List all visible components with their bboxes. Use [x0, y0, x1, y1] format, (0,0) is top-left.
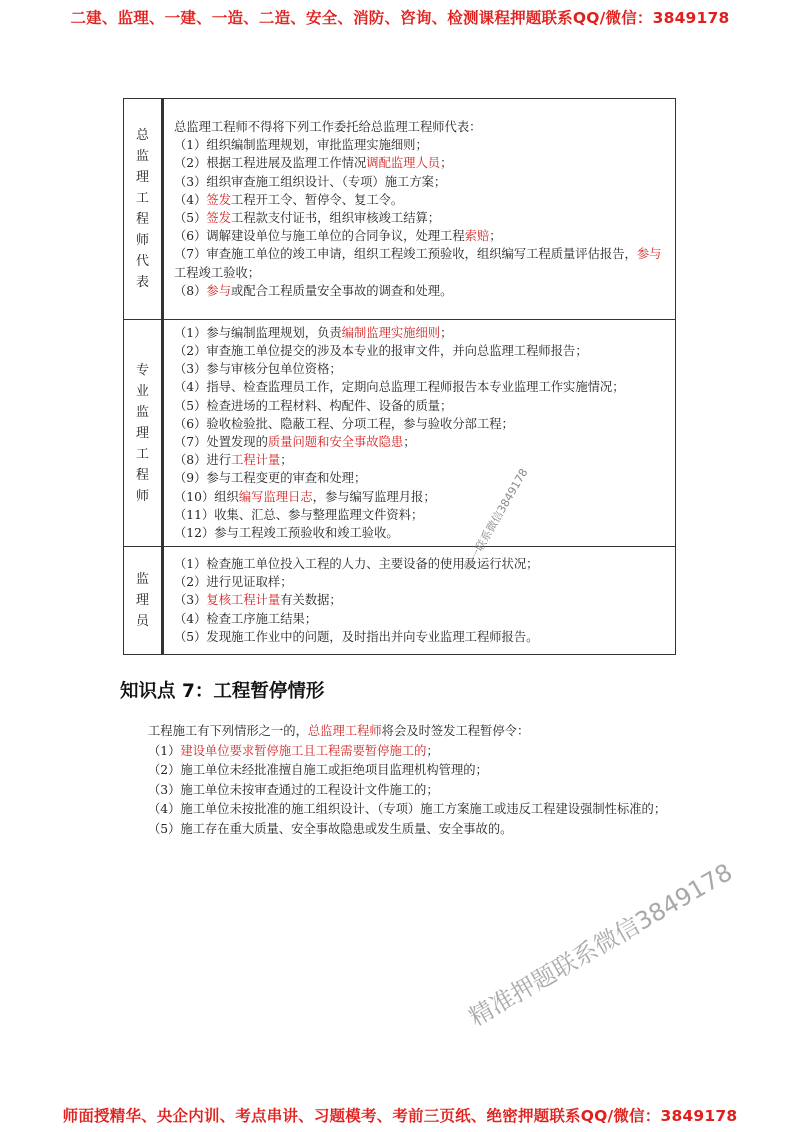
text-segment: ；: [403, 435, 416, 449]
role-char: 业: [135, 383, 149, 399]
duty-line: [174, 378, 671, 396]
text-segment: 工程竣工验收；: [174, 265, 261, 280]
role-char: 理: [135, 425, 149, 441]
text-segment: （3）: [174, 593, 207, 608]
text-segment: 工程款支付证书，组织审核竣工结算；: [231, 211, 441, 225]
text-segment: 或配合工程质量安全事故的调查和处理。: [231, 283, 453, 298]
duty-line: [174, 488, 671, 506]
text-segment: （3）参与审核分包单位资格；: [174, 362, 342, 377]
text-segment: （8）: [174, 283, 207, 298]
duty-line: [174, 469, 671, 487]
text-segment: （6）调解建设单位与施工单位的合同争议，处理工程: [174, 229, 465, 244]
highlight-text: 调配监理人员: [366, 156, 441, 171]
text-segment: （11）收集、汇总、参与整理监理文件资料；: [174, 507, 424, 522]
duty-line: [174, 173, 671, 191]
text-segment: （1）: [148, 743, 181, 758]
list-item: [120, 781, 690, 801]
role-cell: [124, 320, 163, 547]
list-item: [120, 761, 690, 781]
duty-line: [174, 591, 671, 609]
duty-line: [174, 118, 671, 136]
text-segment: 工程施工有下列情形之一的，: [148, 724, 308, 738]
text-segment: （5）检查进场的工程材料、构配件、设备的质量；: [174, 398, 453, 413]
duty-line: [174, 433, 671, 451]
text-segment: （2）审查施工单位提交的涉及本专业的报审文件，并向总监理工程师报告；: [174, 343, 588, 358]
role-char: 师: [135, 233, 149, 248]
text-segment: ；: [489, 229, 502, 244]
duty-line: [174, 555, 671, 573]
role-char: 监: [135, 149, 149, 164]
role-cell: [124, 547, 163, 655]
list-item: [120, 742, 690, 762]
text-segment: ；: [426, 743, 439, 758]
role-char: 工: [135, 446, 149, 462]
role-char: 监: [135, 404, 149, 420]
highlight-text: 建设单位要求暂停施工且工程需要暂停施工的: [180, 743, 427, 758]
duties-cell: [163, 99, 676, 320]
text-segment: （12）参与工程竣工预验收和竣工验收。: [174, 526, 399, 541]
text-segment: （2）根据工程进展及监理工作情况: [174, 156, 367, 171]
duty-line: [174, 342, 671, 360]
duty-line: [174, 191, 671, 209]
role-char: 理: [135, 593, 149, 608]
role-char: 程: [135, 467, 149, 483]
duty-line: [174, 136, 671, 154]
duty-line: [174, 209, 671, 227]
text-segment: （7）审查施工单位的竣工申请，组织工程竣工预验收，组织编写工程质量评估报告，: [174, 247, 637, 262]
duty-line: [174, 282, 671, 300]
text-segment: 将会及时签发工程暂停令：: [381, 724, 530, 738]
role-char: 员: [135, 614, 149, 629]
role-char: 总: [135, 128, 149, 143]
role-char: 监: [135, 572, 149, 587]
highlight-text: 参与: [206, 283, 232, 298]
text-segment: （4）施工单位未按批准的施工组织设计、（专项）施工方案施工或违反工程建设强制性标准的；: [148, 802, 667, 816]
text-segment: （1）参与编制监理规划，负责: [174, 325, 342, 340]
duty-line: [174, 227, 671, 245]
duty-line: [174, 573, 671, 591]
highlight-text: 参与: [636, 247, 662, 262]
role-char: 师: [135, 488, 149, 504]
highlight-text: 质量问题和安全事故隐患: [267, 435, 404, 449]
duty-line: [174, 324, 671, 342]
text-segment: （8）进行: [174, 453, 232, 468]
role-char: 工: [135, 191, 149, 206]
duty-line: [174, 506, 671, 524]
table-row: [124, 547, 676, 655]
section-intro: [120, 722, 690, 742]
text-segment: 总监理工程师不得将下列工作委托给总监理工程师代表：: [174, 119, 482, 134]
duty-line: [174, 154, 671, 172]
role-char: 专: [135, 362, 149, 378]
roles-table: [123, 98, 676, 655]
section-title: 知识点 7：工程暂停情形: [120, 681, 325, 702]
highlight-text: 索赔: [464, 229, 490, 244]
highlight-text: 编写监理日志: [238, 489, 313, 504]
section-list: [120, 742, 690, 840]
text-segment: ；: [440, 156, 453, 171]
text-segment: 工程开工令、暂停令、复工令。: [231, 192, 404, 207]
text-segment: 有关数据；: [280, 593, 342, 608]
highlight-text: 编制监理实施细则: [341, 325, 441, 340]
section-body: [120, 722, 690, 839]
text-segment: （4）检查工序施工结果；: [174, 611, 318, 626]
role-char: 代: [135, 254, 149, 269]
highlight-text: 工程计量: [231, 453, 281, 468]
duty-line: [174, 451, 671, 469]
role-char: 表: [135, 275, 149, 290]
text-segment: ；: [280, 453, 293, 468]
text-segment: （2）施工单位未经批准擅自施工或拒绝项目监理机构管理的；: [148, 763, 488, 777]
list-item: [120, 800, 690, 820]
duty-line: [174, 360, 671, 378]
watermark-small: 唯一联系微信3849178: [461, 466, 531, 573]
highlight-text: 签发: [206, 192, 232, 207]
duties-cell: [163, 320, 676, 547]
highlight-text: 复核工程计量: [206, 593, 281, 608]
text-segment: （5）施工存在重大质量、安全事故隐患或发生质量、安全事故的。: [148, 821, 513, 836]
text-segment: （9）参与工程变更的审查和处理；: [174, 471, 367, 486]
duty-line: [174, 628, 671, 646]
text-segment: （7）处置发现的: [174, 435, 268, 449]
list-item: [120, 820, 690, 840]
duty-line: [174, 524, 671, 542]
text-segment: （3）施工单位未按审查通过的工程设计文件施工的；: [148, 782, 439, 797]
duties-cell: [163, 547, 676, 655]
text-segment: ；: [440, 325, 453, 340]
table-row: [124, 99, 676, 320]
highlight-text: 总监理工程师: [307, 724, 382, 738]
text-segment: ，参与编写监理月报；: [312, 489, 436, 504]
duty-line: [174, 610, 671, 628]
role-cell: [124, 99, 163, 320]
text-segment: （3）组织审查施工组织设计、（专项）施工方案；: [174, 174, 447, 189]
duty-line: [174, 397, 671, 415]
text-segment: （5）: [174, 211, 207, 225]
text-segment: （1）检查施工单位投入工程的人力、主要设备的使用及运行状况；: [174, 556, 539, 571]
footer-banner: 师面授精华、央企内训、考点串讲、习题模考、考前三页纸、绝密押题联系QQ/微信：3849178: [62, 1107, 738, 1125]
duty-line: [174, 245, 671, 281]
text-segment: （4）: [174, 192, 207, 207]
text-segment: （4）指导、检查监理员工作，定期向总监理工程师报告本专业监理工作实施情况；: [174, 380, 625, 395]
role-char: 理: [135, 170, 149, 185]
table-row: [124, 320, 676, 547]
role-char: 程: [135, 212, 149, 227]
text-segment: （2）进行见证取样；: [174, 575, 293, 590]
duty-line: [174, 415, 671, 433]
text-segment: （1）组织编制监理规划，审批监理实施细则；: [174, 138, 428, 153]
text-segment: （10）组织: [174, 489, 239, 504]
text-segment: （5）发现施工作业中的问题，及时指出并向专业监理工程师报告。: [174, 629, 539, 644]
text-segment: （6）验收检验批、隐蔽工程、分项工程，参与验收分部工程；: [174, 416, 514, 431]
header-banner: 二建、监理、一建、一造、二造、安全、消防、咨询、检测课程押题联系QQ/微信：3849178: [70, 9, 730, 27]
watermark-large: 精准押题联系微信3849178: [464, 858, 738, 1032]
highlight-text: 签发: [206, 211, 232, 225]
